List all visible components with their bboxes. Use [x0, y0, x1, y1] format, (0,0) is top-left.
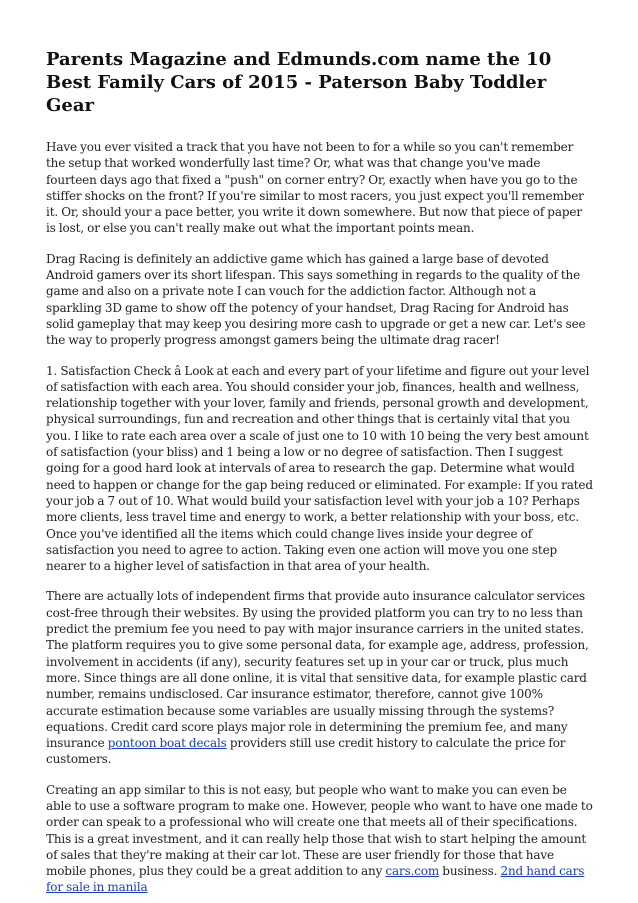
paragraph-4-text-end: providers still use credit history to calculate the price for customers. [46, 736, 566, 767]
paragraph-3: 1. Satisfaction Check â Look at each and every part of your lifetime and figure out your level of satisfaction with each area. You should consider your job, finances, health and wellness, relationship together with your lover, family and friends, personal growth and development, physical surroundings, fun and recreation and other things that is certainly vital that you you. I like to rate each area over a scale of just one to 10 with 10 being the very best amount of satisfaction (your bliss) and 1 being a low or no degree of satisfaction. Then I suggest going for a good hard look at intervals of area to research the gap. Determine what would need to happen or change for the gap being reduced or eliminated. For example: If you rated your job a 7 out of 10. What would build your satisfaction level with your job a 10? Perhaps more clients, less travel time and energy to work, a better relationship with your boss, etc. Once you've identified all the items which could change lives inside your degree of satisfaction you need to agree to action. Taking even one action will move you one step nearer to a higher level of satisfaction in that area of your health. [46, 363, 593, 574]
paragraph-5-text-start: Creating an app similar to this is not easy, but people who want to make you can even be able to use a software program to make one. However, people who want to have one made to order can speak to a professional who will create one that meets all of their specifications. This is a great investment, and it can really help those that wish to start helping the amount of sales that they're making at their car lot. These are user friendly for those that have mobile phones, plus they could be a great addition to any [46, 782, 593, 879]
paragraph-4-text-start: There are actually lots of independent firms that provide auto insurance calculator services cost-free through their websites. By using the provided platform you can try to no less than predict the premium fee you need to pay with major insurance carriers in the united states. The platform requires you to give some personal data, for example age, address, profession, involvement in accidents (if any), security features set up in your car or truck, plus much more. Since things are all done online, it is vital that sensitive data, for example plastic card number, remains undisclosed. Car insurance estimator, therefore, cannot give 100% accurate estimation because some variables are usually missing through the systems? equations. Credit card score plays major role in determining the premium fee, and many insurance [46, 589, 589, 751]
paragraph-5 [46, 782, 594, 896]
paragraph-5-text-middle: business. [439, 864, 501, 879]
cars-com-link[interactable]: cars.com [385, 864, 440, 879]
paragraph-2: Drag Racing is definitely an addictive game which has gained a large base of devoted Android gamers over its short lifespan. This says something in regards to the quality of the game and also on a private note I can vouch for the addiction factor. Although not a sparkling 3D game to show off the potency of your handset, Drag Racing for Android has solid gameplay that may keep you desiring more cash to upgrade or get a new car. Let's see the way to properly progress amongst gamers being the ultimate drag racer! [46, 251, 586, 348]
paragraph-1: Have you ever visited a track that you have not been to for a while so you can't remember the setup that worked wonderfully last time? Or, what was that change you've made fourteen days ago that fixed a "push" on corner entry? Or, exactly when have you go to the stiffer shocks on the front? If you're similar to most racers, you just expect you'll remember it. Or, should your a pace better, you write it down somewhere. But now that piece of paper is lost, or else you can't really make out what the important points mean. [46, 140, 584, 236]
page-title: Parents Magazine and Edmunds.com name the 10 Best Family Cars of 2015 - Paterson Baby Toddler Gear [46, 49, 552, 116]
2nd-hand-cars-link[interactable]: 2nd hand cars for sale in manila [46, 864, 585, 895]
paragraph-4 [46, 588, 594, 767]
pontoon-boat-decals-link[interactable]: pontoon boat decals [107, 736, 227, 751]
